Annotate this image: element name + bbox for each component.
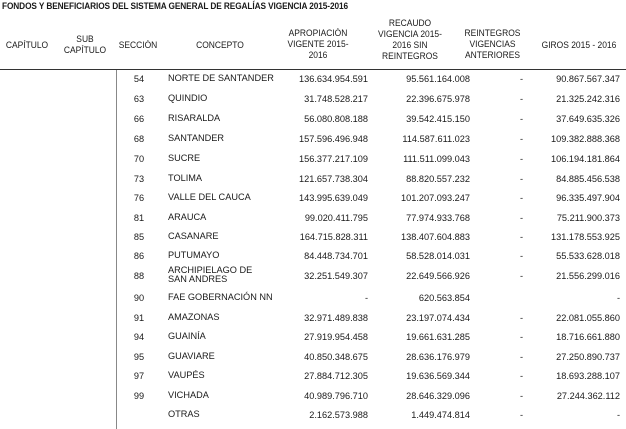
cell-giros: 55.533.628.018 — [556, 251, 620, 261]
header-recaudo-line2: VIGENCIA 2015- — [378, 29, 442, 39]
header-recaudo-line1: RECAUDO — [388, 18, 432, 28]
cell-concepto: ARAUCA — [168, 212, 207, 222]
cell-reintegros: - — [519, 114, 523, 124]
cell-apropiacion: 40.989.796.710 — [304, 391, 368, 401]
cell-reintegros: - — [519, 352, 523, 362]
header-apropiacion-line3: 2016 — [308, 50, 328, 60]
cell-seccion: 88 — [133, 271, 145, 281]
cell-recaudo: 22.396.675.978 — [406, 94, 470, 104]
cell-apropiacion: 2.162.573.988 — [309, 410, 368, 420]
cell-seccion: 97 — [133, 371, 145, 381]
header-apropiacion-line2: VIGENTE 2015- — [287, 39, 349, 49]
cell-recaudo: 19.636.569.344 — [406, 371, 470, 381]
header-reintegros-line2: VIGENCIAS — [469, 39, 516, 49]
cell-apropiacion: 136.634.954.591 — [299, 74, 368, 84]
cell-reintegros: - — [519, 410, 523, 420]
cell-recaudo: 28.646.329.096 — [406, 391, 470, 401]
cell-reintegros: - — [519, 174, 523, 184]
cell-recaudo: 620.563.854 — [418, 293, 470, 303]
cell-reintegros: - — [519, 134, 523, 144]
cell-recaudo: 77.974.933.768 — [406, 213, 470, 223]
cell-seccion: 86 — [133, 251, 145, 261]
cell-giros: 96.335.497.904 — [556, 193, 620, 203]
cell-seccion: 68 — [133, 134, 145, 144]
cell-recaudo: 28.636.176.979 — [406, 352, 470, 362]
table-row — [0, 387, 626, 407]
table-row — [0, 289, 626, 309]
cell-concepto: VICHADA — [168, 390, 209, 400]
cell-apropiacion: 27.919.954.458 — [304, 332, 368, 342]
cell-apropiacion: - — [364, 293, 368, 303]
cell-concepto: PUTUMAYO — [168, 250, 220, 260]
cell-seccion: 91 — [133, 313, 145, 323]
cell-concepto: SUCRE — [168, 153, 201, 163]
header-apropiacion-line1: APROPIACIÓN — [288, 28, 348, 38]
cell-recaudo: 111.511.099.043 — [403, 154, 470, 164]
cell-recaudo: 114.587.611.023 — [402, 134, 470, 144]
cell-apropiacion: 164.715.828.311 — [299, 232, 368, 242]
cell-concepto: AMAZONAS — [168, 312, 220, 322]
cell-apropiacion: 32.971.489.838 — [304, 313, 368, 323]
cell-giros: 75.211.900.373 — [556, 213, 620, 223]
cell-recaudo: 58.528.014.031 — [406, 251, 470, 261]
header-concepto-text: CONCEPTO — [196, 40, 244, 50]
cell-apropiacion: 143.995.639.049 — [299, 193, 368, 203]
table-row — [0, 406, 626, 426]
cell-recaudo: 1.449.474.814 — [411, 410, 470, 420]
cell-giros: 84.885.456.538 — [556, 174, 620, 184]
table-row — [0, 247, 626, 267]
header-reintegros — [458, 28, 527, 61]
cell-seccion: 73 — [133, 174, 145, 184]
table-row — [0, 348, 626, 368]
cell-reintegros: - — [519, 313, 523, 323]
cell-concepto: GUAVIARE — [168, 351, 215, 361]
cell-apropiacion: 40.850.348.675 — [304, 352, 368, 362]
cell-concepto: VAUPÉS — [168, 370, 205, 380]
cell-concepto: RISARALDA — [168, 113, 221, 123]
table-row — [0, 110, 626, 130]
cell-concepto: ARCHIPIELAGO DE SAN ANDRES — [168, 265, 253, 284]
document-title: FONDOS Y BENEFICIARIOS DEL SISTEMA GENERAL DE REGALÍAS VIGENCIA 2015-2016 — [2, 1, 349, 11]
cell-concepto: CASANARE — [168, 231, 219, 241]
cell-giros: 18.716.661.880 — [556, 332, 620, 342]
cell-concepto: OTRAS — [168, 409, 200, 419]
header-recaudo-line3: 2016 SIN — [392, 40, 428, 50]
cell-reintegros: - — [519, 213, 523, 223]
cell-seccion: 95 — [133, 352, 145, 362]
cell-reintegros: - — [519, 332, 523, 342]
cell-apropiacion: 31.748.528.217 — [304, 94, 368, 104]
cell-giros: 27.250.890.737 — [556, 352, 620, 362]
header-reintegros-line3: ANTERIORES — [465, 50, 520, 60]
cell-recaudo: 19.661.631.285 — [406, 332, 470, 342]
header-giros-text: GIROS 2015 - 2016 — [541, 40, 617, 50]
cell-recaudo: 22.649.566.926 — [406, 271, 470, 281]
header-recaudo — [373, 18, 447, 62]
cell-giros: - — [616, 410, 620, 420]
cell-giros: 37.649.635.326 — [556, 114, 620, 124]
table-row — [0, 209, 626, 229]
cell-recaudo: 88.820.557.232 — [406, 174, 470, 184]
cell-concepto: QUINDIO — [168, 93, 208, 103]
cell-reintegros: - — [519, 74, 523, 84]
cell-apropiacion: 156.377.217.109 — [299, 154, 368, 164]
cell-giros: 90.867.567.347 — [556, 74, 620, 84]
table-row — [0, 130, 626, 150]
cell-giros: 27.244.362.112 — [556, 391, 620, 401]
header-capitulo — [4, 40, 50, 51]
cell-apropiacion: 121.657.738.304 — [299, 174, 368, 184]
cell-seccion: 66 — [133, 114, 145, 124]
cell-apropiacion: 32.251.549.307 — [304, 271, 368, 281]
cell-recaudo: 39.542.415.150 — [406, 114, 470, 124]
cell-apropiacion: 84.448.734.701 — [304, 251, 368, 261]
cell-seccion: 70 — [133, 154, 145, 164]
cell-seccion: 63 — [133, 94, 145, 104]
header-seccion — [114, 40, 162, 51]
cell-concepto: VALLE DEL CAUCA — [168, 192, 251, 202]
header-subcapitulo-line1: SUB — [76, 34, 94, 44]
cell-recaudo: 95.561.164.008 — [406, 74, 470, 84]
cell-giros: 22.081.055.860 — [556, 313, 620, 323]
cell-concepto: SANTANDER — [168, 133, 224, 143]
table-row — [0, 309, 626, 329]
table-row — [0, 170, 626, 190]
cell-recaudo: 101.207.093.247 — [401, 193, 470, 203]
cell-giros: 21.325.242.316 — [556, 94, 620, 104]
cell-seccion: 85 — [133, 232, 145, 242]
header-subcapitulo — [62, 34, 108, 56]
table-row — [0, 90, 626, 110]
cell-reintegros: - — [519, 193, 523, 203]
cell-reintegros: - — [519, 271, 523, 281]
table-row — [0, 267, 626, 287]
cell-recaudo: 23.197.074.434 — [406, 313, 470, 323]
cell-concepto: GUAINÍA — [168, 331, 206, 341]
cell-concepto: FAE GOBERNACIÓN NN — [168, 292, 273, 302]
cell-seccion: 99 — [133, 391, 145, 401]
table-row — [0, 70, 626, 90]
cell-seccion: 94 — [133, 332, 145, 342]
header-subcapitulo-line2: CAPÍTULO — [63, 45, 107, 55]
cell-seccion: 76 — [133, 193, 145, 203]
header-apropiacion — [281, 28, 355, 61]
header-capitulo-text: CAPÍTULO — [5, 40, 49, 50]
cell-giros: 21.556.299.016 — [556, 271, 620, 281]
cell-giros: 18.693.288.107 — [556, 371, 620, 381]
cell-concepto: NORTE DE SANTANDER — [168, 73, 274, 83]
cell-recaudo: 138.407.604.883 — [401, 232, 470, 242]
cell-giros: 109.382.888.368 — [551, 134, 620, 144]
cell-seccion: 81 — [133, 213, 145, 223]
cell-giros: - — [616, 293, 620, 303]
cell-concepto: TOLIMA — [168, 173, 203, 183]
header-recaudo-line4: REINTEGROS — [382, 51, 438, 61]
cell-reintegros: - — [519, 94, 523, 104]
cell-reintegros: - — [519, 251, 523, 261]
table-row — [0, 367, 626, 387]
header-reintegros-line1: REINTEGROS — [464, 28, 521, 38]
cell-seccion: 54 — [133, 74, 145, 84]
cell-apropiacion: 157.596.496.948 — [299, 134, 368, 144]
cell-seccion: 90 — [133, 293, 145, 303]
cell-apropiacion: 27.884.712.305 — [304, 371, 368, 381]
cell-reintegros: - — [519, 232, 523, 242]
cell-apropiacion: 56.080.808.188 — [304, 114, 368, 124]
table-row — [0, 189, 626, 209]
table-row — [0, 328, 626, 348]
header-concepto — [188, 40, 252, 51]
cell-apropiacion: 99.020.411.795 — [304, 213, 368, 223]
header-giros — [539, 40, 620, 51]
table-row — [0, 228, 626, 248]
cell-reintegros: - — [519, 391, 523, 401]
cell-giros: 106.194.181.864 — [551, 154, 620, 164]
cell-giros: 131.178.553.925 — [551, 232, 620, 242]
cell-reintegros: - — [519, 154, 523, 164]
table-row — [0, 150, 626, 170]
header-seccion-text: SECCIÓN — [118, 40, 158, 50]
cell-reintegros: - — [519, 371, 523, 381]
